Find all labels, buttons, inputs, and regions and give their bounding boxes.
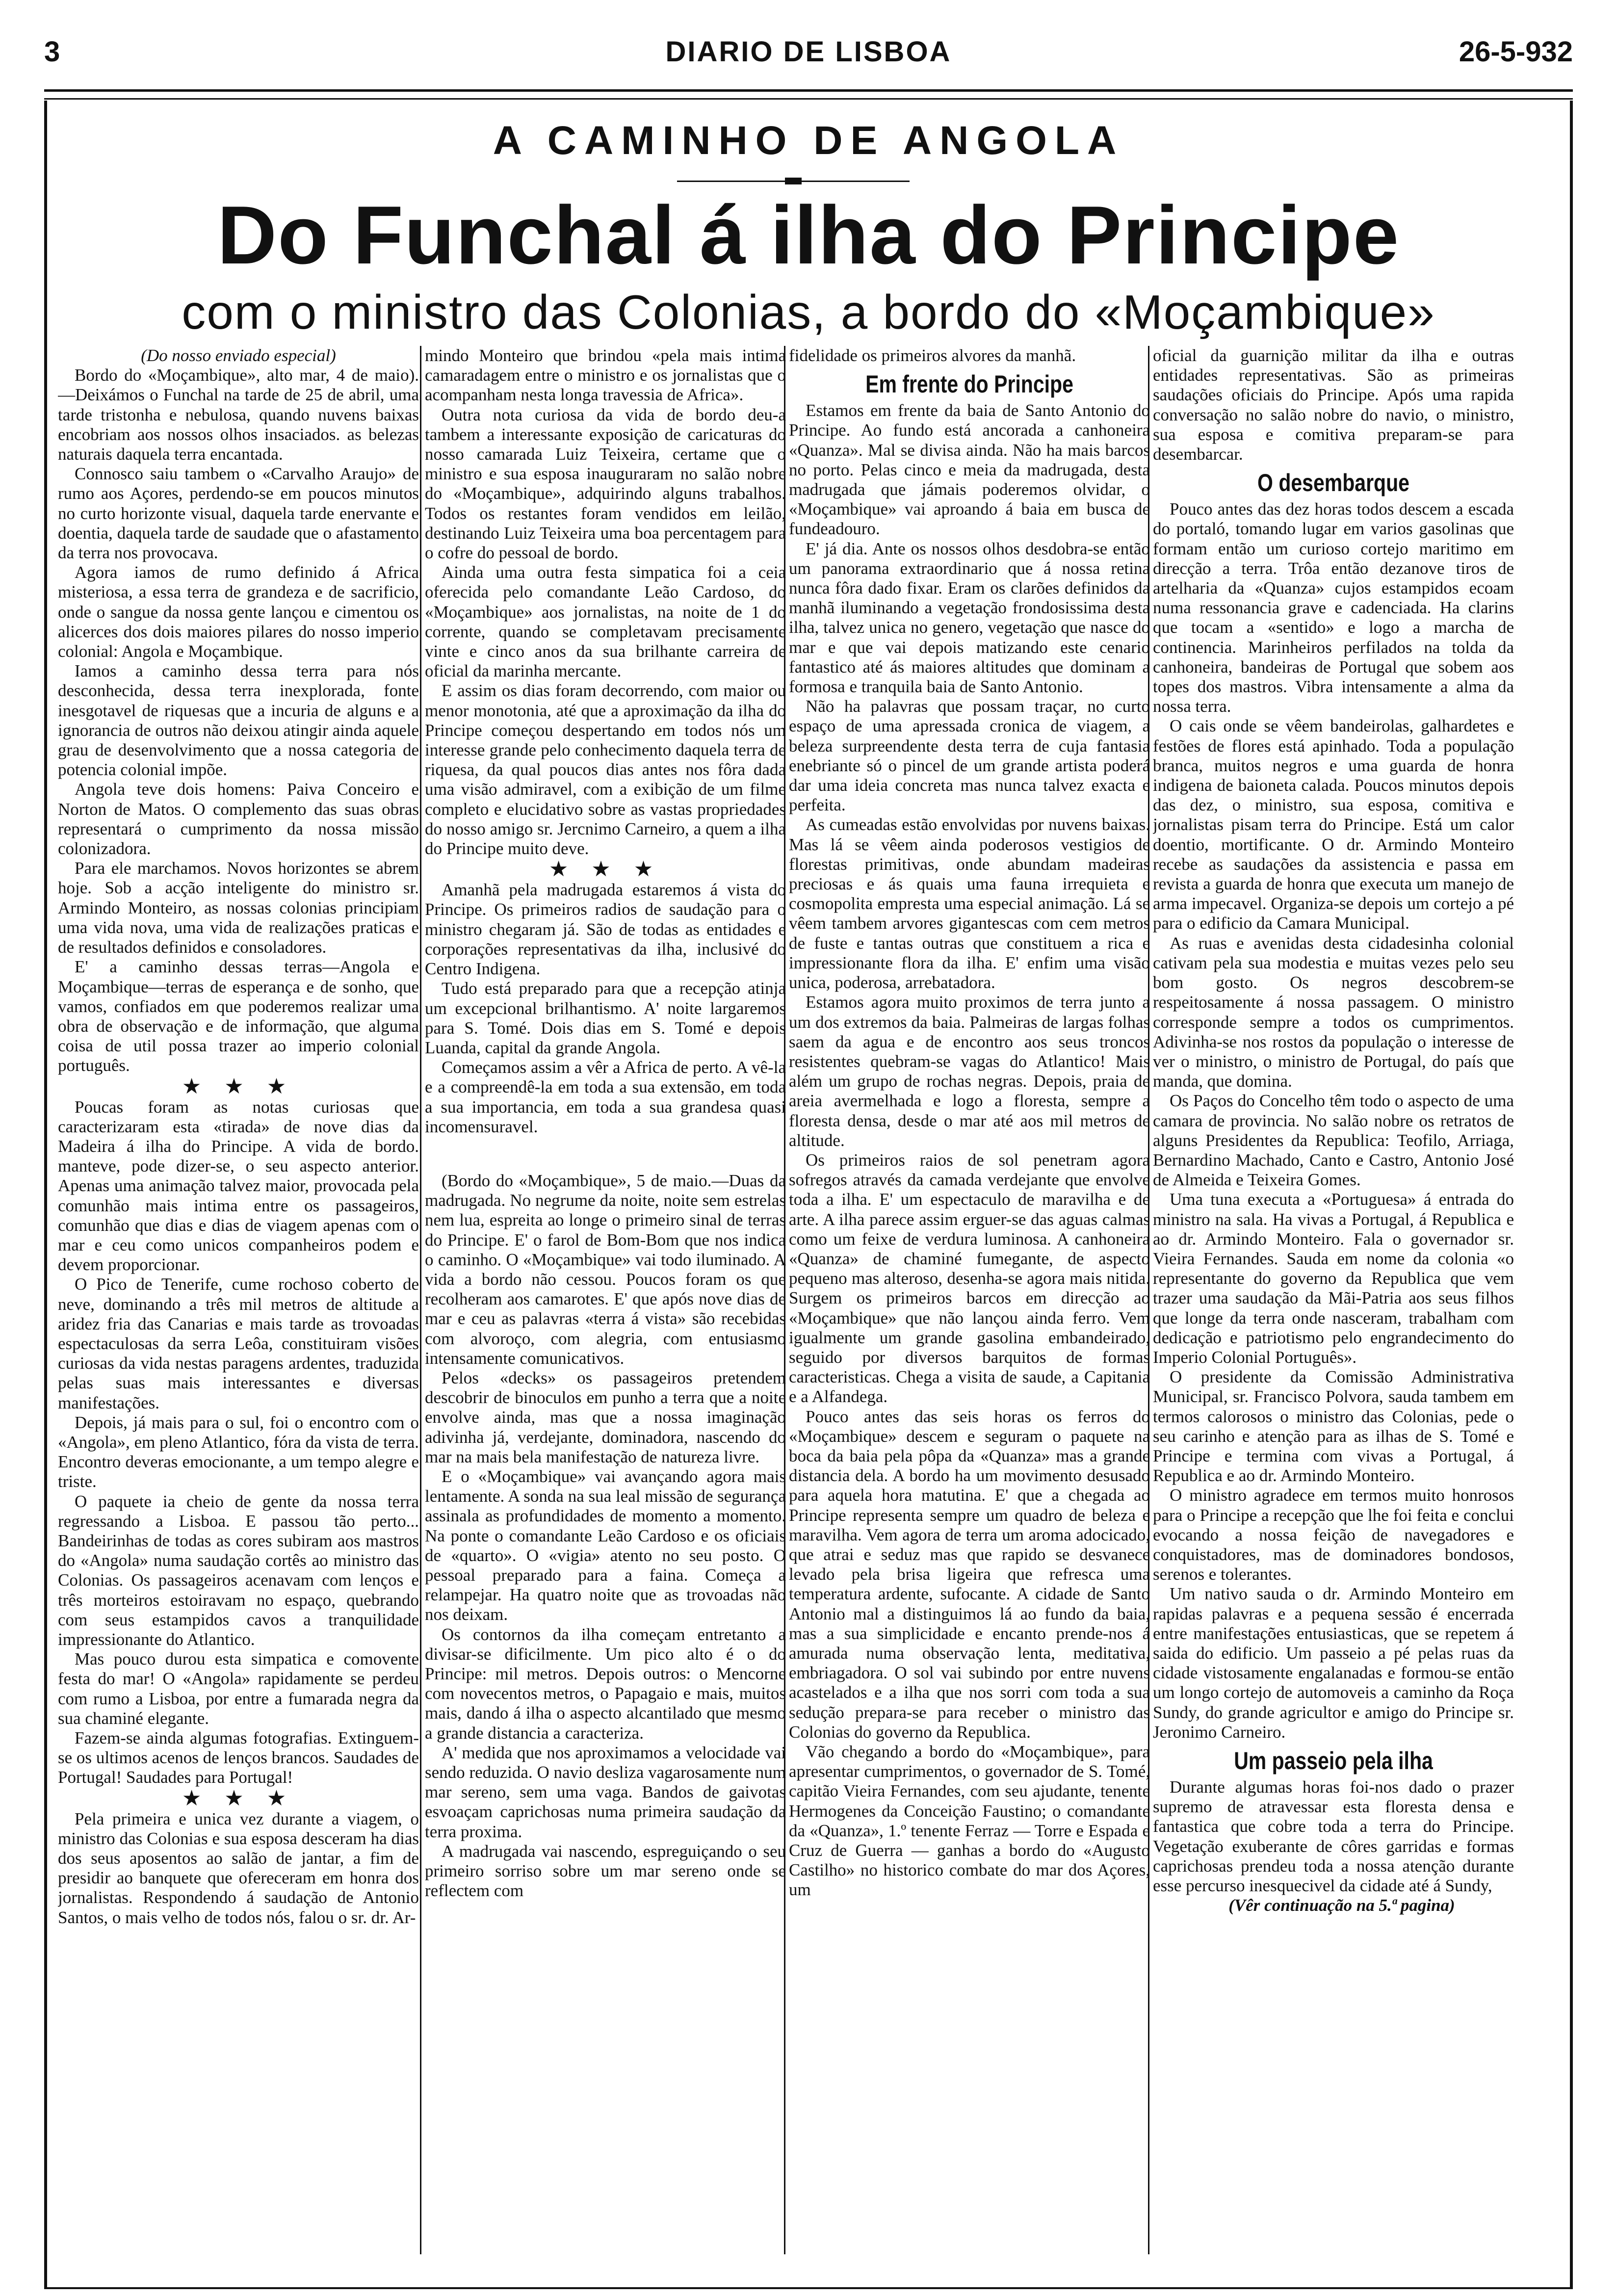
ornament-line-right: [802, 181, 910, 182]
paragraph: A madrugada vai nascendo, espreguiçando o seu primeiro sorriso sobre um mar sereno onde se reflectem com: [425, 1841, 786, 1901]
paragraph: Poucas foram as notas curiosas que caracterizaram esta «tirada» de nove dias da Madeira á ilha do Principe. A vida de bordo. manteve, pode dizer-se, o seu aspecto anterior. Apenas uma animação talvez maior, provocada pela comunhão mais intima entre os passageiros, comunhão que dias e dias de viagem apenas com o mar e ceu como unicos companheiros podem e devem proporcionar.: [58, 1097, 419, 1275]
paragraph: Um nativo sauda o dr. Armindo Monteiro em rapidas palavras e a pequena sessão é encerrada entre manifestações entusiasticas, que se repetem á saida do edificio. Um passeio a pé pelas ruas da cidade vistosamente engalanadas e formou-se então um longo cortejo de automoveis a caminho da Roça Sundy, do grande agricultor e amigo do Principe sr. Jeronimo Carneiro.: [1153, 1584, 1514, 1742]
paragraph: Tudo está preparado para que a recepção atinja um excepcional brilhantismo. A' noite largaremos para S. Tomé. Dois dias em S. Tomé e depois Luanda, capital da grande Angola.: [425, 979, 786, 1057]
paragraph: O presidente da Comissão Administrativa Municipal, sr. Francisco Polvora, sauda tambem em termos calorosos o ministro das Colonias, pede o seu carinho e atenção para as ilhas de S. Tomé e Principe e termina com vivas a Portugal, á Republica e ao dr. Armindo Monteiro.: [1153, 1367, 1514, 1486]
section-heading: Em frente do Principe: [865, 370, 1073, 398]
paragraph: Pela primeira e unica vez durante a viagem, o ministro das Colonias e sua esposa desceram ha dias dos seus aposentos ao salão de jantar, a fim de presidir ao banquete que ofereceram em honra dos jornalistas. Respondendo á saudação de Antonio Santos, o mais velho de todos nós, falou o sr. dr. Ar-: [58, 1809, 419, 1927]
article-column-3: [789, 346, 1150, 2259]
paragraph: As cumeadas estão envolvidas por nuvens baixas. Mas lá se vêem ainda poderosos vestigios de florestas primitivas, onde abundam madeiras preciosas e ás quais uma fauna irrequieta e cosmopolita empresta uma especial animação. Lá se vêem tambem arvores gigantescas com cem metros de fuste e tantas outras que constituem a rica e impressionante flora da ilha. E' enfim uma visão unica, poderosa, arrebatadora.: [789, 815, 1150, 992]
stars-separator: ★ ★ ★: [182, 1786, 295, 1810]
paragraph: Não ha palavras que possam traçar, no curto espaço de uma apressada cronica de viagem, a beleza surpreendente desta terra de cuja fantasia enebriante só o pincel de um grande artista poderá dar uma ideia concreta mas nunca talvez exacta e perfeita.: [789, 697, 1150, 815]
paragraph: E o «Moçambique» vai avançando agora mais lentamente. A sonda na sua leal missão de segurança assinala as profundidades de momento a momento. Na ponte o comandante Leão Cardoso e os oficiais de «quarto». O «vigia» atento no seu posto. O pessoal preparado para a faina. Começa a relampejar. Ha quatro noite que as trovoadas não nos deixam.: [425, 1466, 786, 1624]
ornament-center: [785, 178, 802, 184]
column-divider: [420, 346, 421, 2254]
paragraph: O cais onde se vêem bandeirolas, galhardetes e festões de flores está apinhado. Toda a população branca, muitos negros e uma guarda de honra indigena de baioneta calada. Poucos minutos depois das dez, o ministro, sua esposa, comitiva e jornalistas pisam terra do Principe. Está um calor doentio, mortificante. O dr. Armindo Monteiro recebe as saudações da assistencia e passa em revista a guarda de honra que executa um manejo de arma impecavel. Organiza-se depois um cortejo a pé para o edificio da Camara Municipal.: [1153, 716, 1514, 933]
stars-separator: ★ ★ ★: [182, 1074, 295, 1098]
paragraph: oficial da guarnição militar da ilha e outras entidades representativas. São as primeiras saudações oficiais do Principe. Após uma rapida conversação no salão nobre do navio, o ministro, sua esposa e comitiva preparam-se para desembarcar.: [1153, 346, 1514, 464]
paragraph: O paquete ia cheio de gente da nossa terra regressando a Lisboa. E passou tão perto... Bandeirinhas de todas as cores subiram aos mastros do «Angola» numa saudação cortês ao ministro das Colonias. Os passageiros acenavam com lenços e três morteiros estoiravam no espaço, quebrando com seus estampidos cavos a tranquilidade impressionante do Atlantico.: [58, 1491, 419, 1649]
article-column-4: [1153, 346, 1514, 2259]
masthead-rule-thin: [44, 98, 1573, 100]
article-subhead: com o ministro das Colonias, a bordo do «Moçambique»: [182, 285, 1435, 339]
paragraph: fidelidade os primeiros alvores da manhã.: [789, 346, 1076, 365]
bottom-rule: [44, 2287, 1573, 2289]
paragraph: Amanhã pela madrugada estaremos á vista do Principe. Os primeiros radios de saudação para o ministro chegaram já. São de todas as entidades e corporações representativas da ilha, inclusivé do Centro Indigena.: [425, 880, 786, 979]
page-number: 3: [44, 36, 60, 68]
paragraph: O ministro agradece em termos muito honrosos para o Principe a recepção que lhe foi feita e conclui evocando a nossa feição de navegadores e conquistadores, mas de dominadores bondosos, serenos e tolerantes.: [1153, 1486, 1514, 1584]
paragraph: Vão chegando a bordo do «Moçambique», para apresentar cumprimentos, o governador de S. Tomé, capitão Vieira Fernandes, com seu ajudante, tenente Hermogenes da Conceição Faustino; o comandante da «Quanza», 1.º tenente Ferraz — Torre e Espada e Cruz de Guerra — ganhas a bordo do «Augusto Castilho» no historico combate do mar dos Açores, um: [789, 1742, 1150, 1900]
paragraph: Depois, já mais para o sul, foi o encontro com o «Angola», em pleno Atlantico, fóra da vista de terra. Encontro deveras emocionante, a um tempo alegre e triste.: [58, 1412, 419, 1491]
paragraph: Connosco saiu tambem o «Carvalho Araujo» de rumo aos Açores, perdendo-se em poucos minutos no curto horizonte visual, daquela tarde enervante e doentia, daquela tarde de saudade que o afastamento da terra nos provocava.: [58, 464, 419, 563]
article-kicker: A CAMINHO DE ANGOLA: [493, 118, 1124, 163]
section-heading: Um passeio pela ilha: [1234, 1747, 1433, 1775]
paragraph: Para ele marchamos. Novos horizontes se abrem hoje. Sob a acção inteligente do ministro sr. Armindo Monteiro, as nossas colonias principiam uma vida nova, uma vida de realizações praticas e de resultados definidos e consoladores.: [58, 859, 419, 957]
paragraph: A' medida que nos aproximamos a velocidade vai sendo reduzida. O navio desliza vagarosamente num mar sereno, sem uma vaga. Bandos de gaivotas esvoaçam caprichosas numa primeira saudação da terra proxima.: [425, 1743, 786, 1841]
issue-date: 26-5-932: [1459, 36, 1573, 68]
paragraph: Fazem-se ainda algumas fotografias. Extinguem-se os ultimos acenos de lenços brancos. Saudades de Portugal! Saudades para Portugal!: [58, 1728, 419, 1787]
paragraph: Bordo do «Moçambique», alto mar, 4 de maio).—Deixámos o Funchal na tarde de 25 de abril, uma tarde tristonha e nebulosa, quando nuvens baixas encobriam aos nossos olhos insaciados. as belezas naturais daquela terra encantada.: [58, 365, 419, 464]
article-column-2: [425, 346, 786, 2259]
paragraph: Estamos em frente da baia de Santo Antonio do Principe. Ao fundo está ancorada a canhoneira «Quanza». Mal se divisa ainda. Não ha mais barcos no porto. Pelas cinco e meia da madrugada, desta madrugada que jámais poderemos olvidar, o «Moçambique» vai aproando á baia em busca de fundeadouro.: [789, 401, 1150, 539]
newspaper-name: DIARIO DE LISBOA: [665, 36, 952, 68]
paragraph: O Pico de Tenerife, cume rochoso coberto de neve, dominando a três mil metros de altitude a aridez fria das Canarias e mais tarde as trovoadas espectaculosas da serra Leôa, constituiram visões curiosas da vida nestas paragens ardentes, traduzida pelas suas mais interessantes e diversas manifestações.: [58, 1275, 419, 1412]
masthead-rule: [44, 89, 1573, 92]
masthead: [44, 29, 1573, 69]
paragraph: Agora iamos de rumo definido á Africa misteriosa, a essa terra de grandeza e de sacrificio, onde o sangue da nossa gente lançou e cimentou os alicerces dos dois maiores pilares do nosso imperio colonial: Angola e Moçambique.: [58, 563, 419, 661]
paragraph: E' a caminho dessas terras—Angola e Moçambique—terras de esperança e de sonho, que vamos, confiados em que poderemos realizar uma obra de observação e de informação, que alguma coisa de util possa trazer ao imperio colonial português.: [58, 957, 419, 1075]
spacer: [425, 1137, 786, 1171]
paragraph: Pouco antes das dez horas todos descem a escada do portaló, tomando lugar em varios gasolinas que formam então um curioso cortejo maritimo em direcção a terra. Trôa então dezanove tiros de artelharia da «Quanza» cujos estampidos ecoam numa ressonancia grave e cadenciada. Ha clarins que tocam a «sentido» e logo a marcha de continencia. Marinheiros perfilados na tolda da canhoneira, bandeiras de Portugal que sobem aos topes dos mastros. Vibra intensamente a alma da nossa terra.: [1153, 499, 1514, 716]
paragraph: Ainda uma outra festa simpatica foi a ceia oferecida pelo comandante Leão Cardoso, do «Moçambique» aos jornalistas, na noite de 1 do corrente, quando se completavam precisamente vinte e cinco anos da sua brilhante carreira de oficial da marinha mercante.: [425, 563, 786, 681]
paragraph: (Bordo do «Moçambique», 5 de maio.—Duas da madrugada. No negrume da noite, noite sem estrelas nem lua, espreita ao longe o primeiro sinal de terras do Principe. E' o farol de Bom-Bom que nos indica o caminho. O «Moçambique» vai todo iluminado. A vida a bordo não cessou. Poucos foram os que recolheram aos camarotes. E' que após nove dias de mar e ceu as palavras «terra á vista» são recebidas com alvoroço, com alegria, com entusiasmo intensamente comunicativos.: [425, 1171, 786, 1368]
paragraph: Começamos assim a vêr a Africa de perto. A vê-la e a compreendê-la em toda a sua extensão, em toda a sua importancia, em toda a sua grandesa quasi incomensuravel.: [425, 1058, 786, 1136]
paragraph: E assim os dias foram decorrendo, com maior ou menor monotonia, até que a aproximação da ilha do Principe começou despertando em todos nós um interesse grande pelo conhecimento daquela terra de riquesa, da qual poucos dias antes nos fôra dada uma visão admiravel, com a exibição de um filme completo e elucidativo sobre as vastas propriedades do nosso amigo sr. Jercnimo Carneiro, a quem a ilha do Principe muito deve.: [425, 681, 786, 859]
paragraph: Angola teve dois homens: Paiva Conceiro e Norton de Matos. O complemento das suas obras representará o cumprimento da nossa missão colonizadora.: [58, 780, 419, 859]
paragraph: Estamos agora muito proximos de terra junto a um dos extremos da baia. Palmeiras de largas folhas saem da agua e de encontro aos seus troncos resistentes quebram-se vagas do Atlantico! Mais além um grupo de rochas negras. Depois, praia de areia avermelhada e logo a floresta, sempre a floresta densa, desde o mar até aos mil metros de altitude.: [789, 992, 1150, 1150]
paragraph: mindo Monteiro que brindou «pela mais intima camaradagem entre o ministro e os jornalistas que o acompanham nesta longa travessia de Africa».: [425, 346, 786, 405]
paragraph: Outra nota curiosa da vida de bordo deu-a tambem a interessante exposição de caricaturas do nosso camarada Luiz Teixeira, certame que o ministro e sua esposa inauguraram no salão nobre do «Moçambique», adquirindo alguns trabalhos. Todos os restantes foram vendidos em leilão, destinando Luiz Teixeira uma boa percentagem para o cofre do pessoal de bordo.: [425, 405, 786, 563]
paragraph: Pouco antes das seis horas os ferros do «Moçambique» descem e seguram o paquete na boca da baia pela pôpa da «Quanza» mas a grande distancia dela. A bordo ha um movimento desusado para aquela hora matutina. E' que a chegada ao Principe representa sempre um quadro de beleza e maravilha. Vem agora de terra um aroma adocicado, que atrai e seduz mas que rapido se desvanece levado pela brisa ligeira que refresca uma temperatura ardente, sufocante. A cidade de Santo Antonio mal a distinguimos lá ao fundo da baia, mas a sua simplicidade e encanto prende-nos á amurada numa observação lenta, meditativa, embriagadora. O sol vai subindo por entre nuvens acastelados e a ilha que nos sorri com toda a sua sedução prepara-se para receber o ministro das Colonias do governo da Republica.: [789, 1407, 1150, 1742]
paragraph: Os Paços do Concelho têm todo o aspecto de uma camara de provincia. No salão nobre os retratos de alguns Presidentes da Republica: Teofilo, Arriaga, Bernardino Machado, Canto e Castro, Antonio José de Almeida e Teixeira Gomes.: [1153, 1091, 1514, 1190]
paragraph: Uma tuna executa a «Portuguesa» á entrada do ministro na sala. Ha vivas a Portugal, á Republica e ao dr. Armindo Monteiro. Fala o governador sr. Vieira Fernandes. Sauda em nome da colonia «o representante do governo da Republica que vem trazer uma saudação da Mãi-Patria aos seus filhos que longe da terra onde nasceram, trabalham com dedicação e patriotismo pelo engrandecimento do Imperio Colonial Português».: [1153, 1190, 1514, 1367]
paragraph: Mas pouco durou esta simpatica e comovente festa do mar! O «Angola» rapidamente se perdeu com rumo a Lisboa, por entre a fumarada negra da sua chaminé elegante.: [58, 1649, 419, 1728]
section-heading: O desembarque: [1257, 469, 1409, 497]
paragraph: Os primeiros raios de sol penetram agora sofregos através da camada verdejante que envolve toda a ilha. E' um espectaculo de maravilha e de arte. A ilha parece assim erguer-se das aguas calmas como um feixe de verdura luminosa. A canhoneira «Quanza» de chaminé fumegante, de aspecto pequeno mas alteroso, desenha-se agora mais nitida. Surgem os primeiros barcos em direcção ao «Moçambique» que não lançou ainda ferro. Vem igualmente um grande gasolina embandeirado, seguido por diversos barquitos de formas caracteristicas. Chega a visita de saude, a Capitania e a Alfandega.: [789, 1150, 1150, 1407]
stars-separator: ★ ★ ★: [548, 857, 662, 882]
paragraph: Os contornos da ilha começam entretanto a divisar-se dificilmente. Um pico alto é o do Principe: mil metros. Depois outros: o Mencorne com novecentos metros, o Papagaio e mais, muitos mais, dando á ilha o aspecto alcantilado que mesmo a grande distancia a caracteriza.: [425, 1624, 786, 1743]
continuation-note: (Vêr continuação na 5.ª pagina): [1228, 1896, 1455, 1915]
paragraph: Durante algumas horas foi-nos dado o prazer supremo de atravessar esta floresta densa e fantastica que cobre toda a terra do Principe. Vegetação exuberante de côres garridas e formas caprichosas prendeu toda a nossa atenção durante esse percurso inesquecivel da cidade até á Sundy,: [1153, 1777, 1514, 1896]
paragraph: Iamos a caminho dessa terra para nós desconhecida, dessa terra inexplorada, fonte inesgotavel de riquesas que a incuria de alguns e a ignorancia de outros não deixou atingir ainda aquele grau de desenvolvimento que a nossa categoria de potencia colonial impõe.: [58, 661, 419, 780]
ornament-line-left: [677, 181, 785, 182]
byline: (Do nosso enviado especial): [141, 346, 336, 365]
article-column-1: [58, 346, 419, 2259]
paragraph: Pelos «decks» os passageiros pretendem descobrir de binoculos em punho a terra que a noite envolve ainda, mas que a nossa imaginação adivinha já, verdejante, dominadora, nascendo do mar na mais bela manifestação de natureza livre.: [425, 1368, 786, 1466]
paragraph: E' já dia. Ante os nossos olhos desdobra-se então um panorama extraordinario que á nossa retina nunca fôra dado fixar. Eram os clarões definidos da manhã iluminando a vegetação frondosissima desta ilha, talvez unica no genero, vegetação que nasce do mar e que vai depois matizando este cenario fantastico até ás maiores altitudes que dominam a formosa e tranquila baia de Santo Antonio.: [789, 539, 1150, 697]
paragraph: As ruas e avenidas desta cidadesinha colonial cativam pela sua modestia e muitas vezes pelo seu bom gosto. Os negros descobrem-se respeitosamente á nossa passagem. O ministro corresponde sempre a todos os cumprimentos. Adivinha-se nos rostos da população o interesse de ver o ministro, o ministro de Portugal, do país que manda, que domina.: [1153, 933, 1514, 1091]
article-headline: Do Funchal á ilha do Principe: [217, 189, 1400, 281]
